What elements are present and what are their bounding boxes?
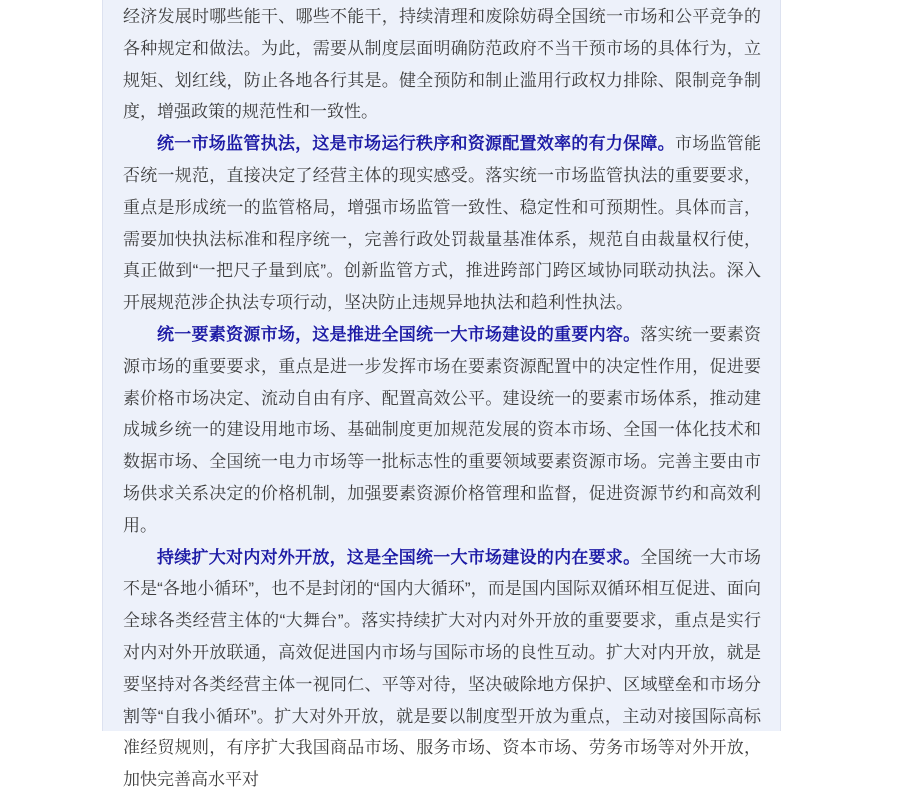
paragraph-factor-resource-market bbox=[123, 319, 761, 542]
paragraph-text: 落实统一要素资源市场的重要要求，重点是进一步发挥市场在要素资源配置中的决定性作用，促进要素价格市场决定、流动自由有序、配置高效公平。建设统一的要素市场体系，推动建成城乡统一的建设用地市场、基础制度更加规范发展的资本市场、全国一体化技术和数据市场、全国统一电力市场等一批标志性的重要领域要素资源市场。完善主要由市场供求关系决定的价格机制，加强要素资源价格管理和监督，促进资源节约和高效利用。 bbox=[123, 324, 762, 535]
paragraph-lead: 统一要素资源市场，这是推进全国统一大市场建设的重要内容。 bbox=[157, 324, 641, 344]
paragraph-text: 市场监管能否统一规范，直接决定了经营主体的现实感受。落实统一市场监管执法的重要要求，重点是形成统一的监管格局，增强市场监管一致性、稳定性和可预期性。具体而言，需要加快执法标准和程序统一，完善行政处罚裁量基准体系，规范自由裁量权行使，真正做到“一把尺子量到底”。创新监管方式，推进跨部门跨区域协同联动执法。深入开展规范涉企执法专项行动，坚决防止违规异地执法和趋利性执法。 bbox=[123, 134, 762, 313]
paragraph-text: 经济发展时哪些能干、哪些不能干，持续清理和废除妨碍全国统一市场和公平竞争的各种规定和做法。为此，需要从制度层面明确防范政府不当干预市场的具体行为，立规矩、划红线，防止各地各行其是。健全预防和制止滥用行政权力排除、限制竞争制度，增强政策的规范性和一致性。 bbox=[123, 7, 761, 122]
paragraph-opening-up bbox=[123, 542, 761, 796]
paragraph-market-regulation bbox=[123, 128, 761, 319]
article-panel bbox=[102, 0, 781, 790]
paragraph-continuation bbox=[123, 1, 761, 128]
article-body bbox=[103, 0, 780, 796]
paragraph-text: 全国统一大市场不是“各地小循环”，也不是封闭的“国内大循环”，而是国内国际双循环相互促进、面向全球各类经营主体的“大舞台”。落实持续扩大对内对外开放的重要要求，重点是实行对内对外开放联通，高效促进国内市场与国际市场的良性互动。扩大对内开放，就是要坚持对各类经营主体一视同仁、平等对待，坚决破除地方保护、区域壁垒和市场分割等“自我小循环”。扩大对外开放，就是要以制度型开放为重点，主动对接国际高标准经贸规则，有序扩大我国商品市场、服务市场、资本市场、劳务市场等对外开放，加快完善高水平对 bbox=[123, 547, 762, 790]
paragraph-lead: 统一市场监管执法，这是市场运行秩序和资源配置效率的有力保障。 bbox=[157, 134, 675, 154]
paragraph-lead: 持续扩大对内对外开放，这是全国统一大市场建设的内在要求。 bbox=[157, 547, 641, 567]
